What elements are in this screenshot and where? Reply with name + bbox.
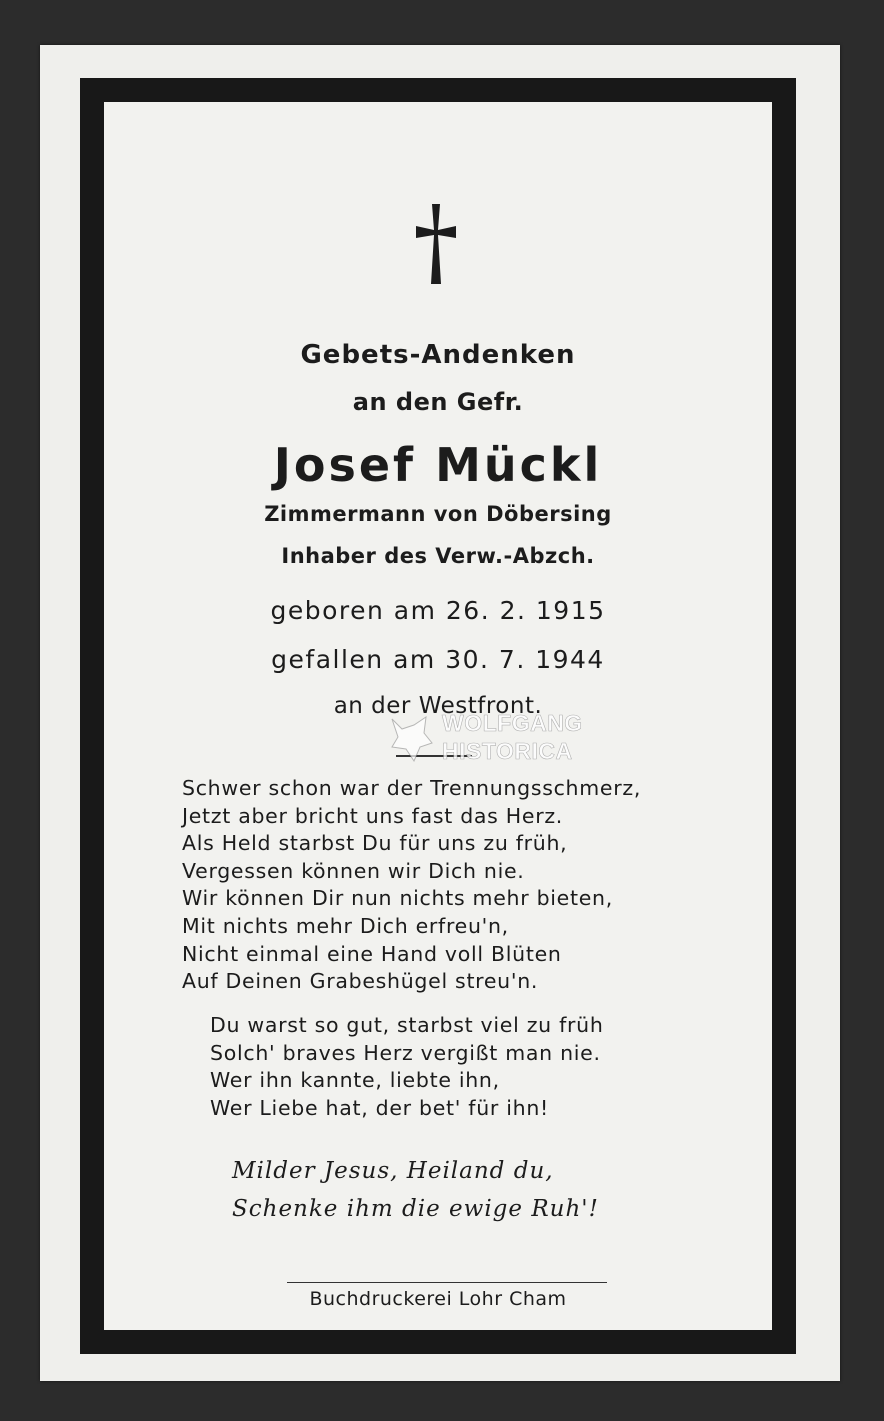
poem-line: Wir können Dir nun nichts mehr bieten, bbox=[182, 886, 613, 911]
death-date: gefallen am 30. 7. 1944 bbox=[271, 645, 605, 674]
poem-line: Mit nichts mehr Dich erfreu'n, bbox=[182, 913, 509, 938]
watermark-text bbox=[442, 709, 583, 765]
cross-icon bbox=[416, 204, 456, 284]
poem-line: Vergessen können wir Dich nie. bbox=[182, 858, 525, 883]
poem-line: Wer ihn kannte, liebte ihn, bbox=[210, 1068, 500, 1093]
watermark-line-2: HISTORICA bbox=[442, 738, 573, 764]
poem-line: Jetzt aber bricht uns fast das Herz. bbox=[182, 803, 563, 828]
dedication-line: an den Gefr. bbox=[352, 388, 524, 416]
watermark bbox=[384, 709, 583, 769]
death-place: an der Westfront. bbox=[333, 693, 543, 719]
wolf-head-icon bbox=[384, 713, 436, 765]
poem-line: Du warst so gut, starbst viel zu früh bbox=[210, 1013, 604, 1037]
prayer-line: Milder Jesus, Heiland du, bbox=[232, 1158, 554, 1184]
poem-stanza-2 bbox=[210, 1012, 604, 1122]
birth-date: geboren am 26. 2. 1915 bbox=[270, 596, 606, 625]
poem-line: Nicht einmal eine Hand voll Blüten bbox=[182, 941, 562, 966]
mourning-border bbox=[80, 78, 796, 1354]
poem-stanza-1 bbox=[182, 775, 641, 996]
occupation-line: Zimmermann von Döbersing bbox=[264, 502, 612, 526]
prayer bbox=[232, 1152, 599, 1228]
printer-credit: Buchdruckerei Lohr Cham bbox=[309, 1288, 567, 1310]
card-content bbox=[104, 102, 772, 1330]
memorial-card bbox=[40, 45, 840, 1381]
card-heading: Gebets-Andenken bbox=[300, 340, 576, 370]
watermark-line-1: WOLFGANG bbox=[442, 710, 583, 736]
poem-line: Solch' braves Herz vergißt man nie. bbox=[210, 1040, 601, 1065]
printer-divider bbox=[287, 1282, 607, 1283]
prayer-line: Schenke ihm die ewige Ruh'! bbox=[232, 1196, 599, 1222]
poem-line: Wer Liebe hat, der bet' für ihn! bbox=[210, 1095, 549, 1120]
poem-line: Als Held starbst Du für uns zu früh, bbox=[182, 831, 568, 856]
award-line: Inhaber des Verw.-Abzch. bbox=[281, 544, 595, 568]
deceased-name: Josef Mückl bbox=[273, 438, 603, 492]
poem-line: Auf Deinen Grabeshügel streu'n. bbox=[182, 969, 539, 994]
poem-line: Schwer schon war der Trennungsschmerz, bbox=[182, 776, 642, 800]
